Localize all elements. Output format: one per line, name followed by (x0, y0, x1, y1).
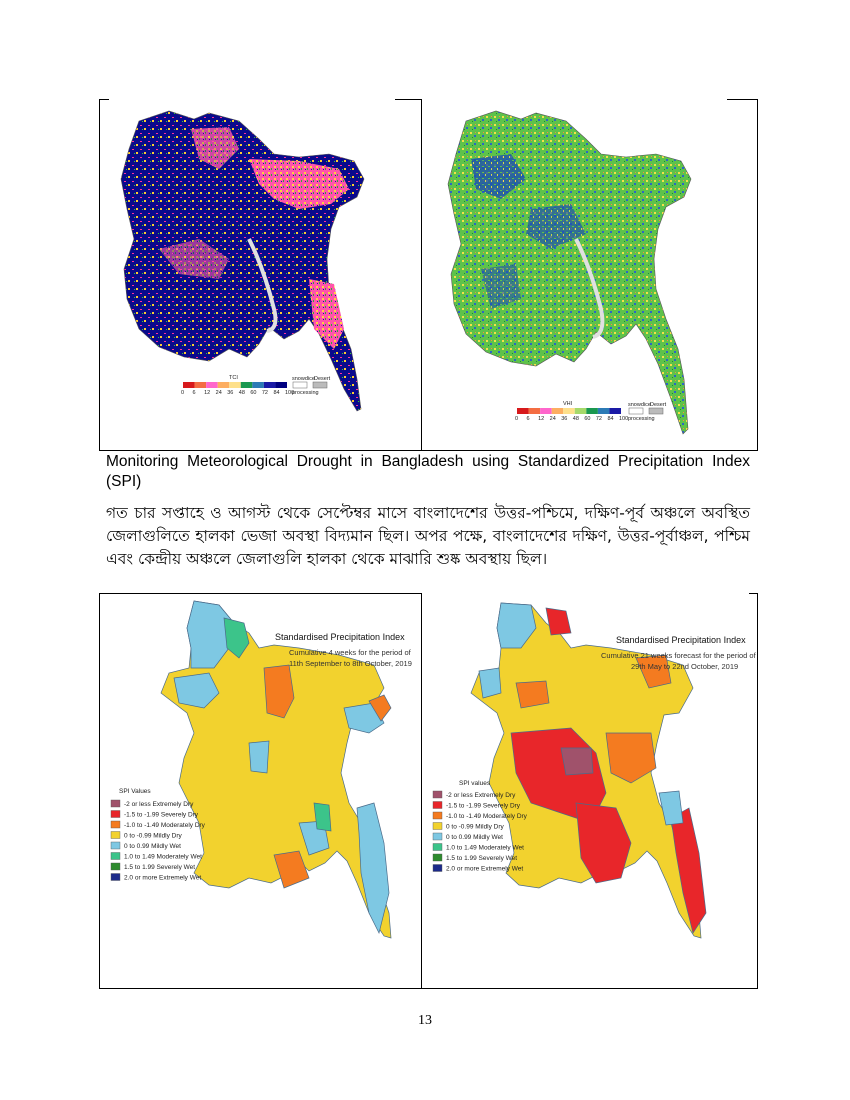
vhi-legend-tick-label: 36 (561, 416, 568, 422)
page-number: 13 (418, 1013, 432, 1028)
tci-legend-color-swatch (206, 382, 218, 388)
vhi-legend-color-swatch (609, 408, 621, 414)
spi-legend-label: 1.5 to 1.99 Severely Wet (446, 855, 518, 862)
spi-right-subtitle-2: 29th May to 22nd October, 2019 (631, 662, 739, 671)
vhi-snow-label: snowdice (628, 402, 651, 408)
spi-left-legend-title: SPI Values (119, 788, 151, 795)
vhi-legend-tick-label: 24 (549, 416, 556, 422)
tci-legend-tick-label: 12 (204, 390, 211, 396)
vhi-legend-color-swatch (552, 408, 564, 414)
spi-legend-swatch (433, 812, 442, 819)
tci-legend-tick-label: 60 (250, 390, 257, 396)
spi-legend-swatch (111, 832, 120, 839)
spi-legend-swatch (111, 853, 120, 860)
spi-legend-label: 1.5 to 1.99 Severely Wet (124, 864, 196, 871)
tci-legend-tick-label: 0 (181, 390, 185, 396)
vhi-legend-tick-label: 6 (526, 416, 530, 422)
spi-legend-swatch (111, 863, 120, 870)
bengali-paragraph: গত চার সপ্তাহে ও আগস্ট থেকে সেপ্টেম্বর মাসে বাংলাদেশের উত্তর-পশ্চিমে, দক্ষিণ-পূর্ব অঞ্চলে অবস্থিত জেলাগুলিতে হালকা ভেজা অবস্থা বিদ্যমান ছিল। অপর পক্ষে, বাংলাদেশের দক্ষিণ, উত্তর-পূর্বাঞ্চল, পশ্চিম এবং কেন্দ্রীয় অঞ্চলে জেলাগুলি হালকা থেকে মাঝারি শুষ্ক অবস্থায় ছিল। (106, 504, 750, 568)
spi-right-subtitle-1: Cumulative 21 weeks forecast for the period of (601, 651, 756, 660)
vhi-legend-title: VHI (563, 401, 573, 407)
figure-caption: Monitoring Meteorological Drought in Bangladesh using Standardized Precipitation Index (SPI) (106, 453, 750, 490)
spi-legend-label: -1.5 to -1.99 Severely Dry (124, 811, 199, 819)
vhi-legend-tick-label: 72 (595, 416, 603, 422)
spi-legend-label: 0 to -0.99 Mildly Dry (124, 832, 182, 840)
spi-legend-swatch (433, 833, 442, 840)
spi-legend-label: -2 or less Extremely Dry (124, 801, 194, 808)
spi-legend-label: 0 to -0.99 Mildly Dry (446, 823, 504, 831)
spi-map-4-weeks (99, 593, 421, 989)
spi-legend-swatch (111, 821, 120, 828)
tci-legend-color-swatch (218, 382, 230, 388)
tci-legend-color-swatch (229, 382, 241, 388)
vhi-map (421, 99, 758, 451)
spi-left-legend (111, 788, 206, 882)
spi-left-title-block (275, 632, 412, 668)
tci-legend-color-swatch (183, 382, 195, 388)
vhi-legend-tick-label: 100 (619, 416, 629, 422)
vhi-legend-tick-label: 48 (572, 416, 579, 422)
spi-map-21-weeks (421, 593, 758, 989)
vhi-legend (515, 408, 628, 422)
spi-legend-label: 0 to 0.99 Mildly Wet (124, 843, 181, 850)
vhi-legend-tick-label: 60 (584, 416, 591, 422)
vhi-legend-tick-label: 12 (538, 416, 545, 422)
vhi-country-shape (448, 111, 691, 434)
spi-right-title: Standardised Precipitation Index (616, 635, 746, 645)
spi-legend-label: -1.5 to -1.99 Severely Dry (446, 802, 521, 810)
tci-legend-tick-label: 48 (238, 390, 245, 396)
tci-desert-label: Desert (314, 376, 331, 382)
spi-legend-swatch (111, 800, 120, 807)
tci-legend (181, 382, 294, 396)
vhi-legend-color-swatch (563, 408, 575, 414)
spi-legend-swatch (433, 854, 442, 861)
tci-legend-color-swatch (241, 382, 253, 388)
tci-legend-color-swatch (195, 382, 207, 388)
vhi-snow-box (628, 402, 667, 422)
spi-legend-label: 2.0 or more Extremely Wet (124, 874, 202, 882)
vhi-legend-color-swatch (598, 408, 610, 414)
vhi-legend-color-swatch (529, 408, 541, 414)
spi-left-subtitle-1: Cumulative 4 weeks for the period of (289, 648, 411, 657)
tci-legend-tick-label: 84 (273, 390, 280, 396)
vhi-legend-color-swatch (540, 408, 552, 414)
tci-snow-box (292, 376, 331, 396)
vhi-legend-color-swatch (586, 408, 598, 414)
spi-legend-label: -2 or less Extremely Dry (446, 792, 516, 799)
spi-legend-swatch (433, 791, 442, 798)
spi-legend-swatch (433, 865, 442, 872)
vhi-legend-tick-label: 84 (607, 416, 614, 422)
tci-country-shape (121, 111, 364, 411)
tci-legend-color-swatch (275, 382, 287, 388)
tci-snow-label: snowdice (292, 376, 315, 382)
tci-processing-label: processing (292, 390, 319, 396)
spi-legend-swatch (111, 874, 120, 881)
vhi-processing-label: processing (628, 416, 655, 422)
tci-legend-color-swatch (252, 382, 264, 388)
vhi-legend-color-swatch (575, 408, 587, 414)
tci-legend-color-swatch (264, 382, 276, 388)
spi-legend-swatch (111, 811, 120, 818)
tci-legend-title: TCI (229, 375, 238, 381)
tci-legend-tick-label: 72 (261, 390, 269, 396)
spi-legend-label: -1.0 to -1.49 Moderately Dry (446, 813, 527, 820)
spi-legend-label: 1.0 to 1.49 Moderately Wet (446, 844, 524, 852)
spi-legend-swatch (111, 842, 120, 849)
vhi-legend-color-swatch (517, 408, 529, 414)
spi-left-title: Standardised Precipitation Index (275, 632, 405, 642)
spi-left-subtitle-2: 11th September to 8th October, 2019 (289, 659, 412, 668)
spi-figure (99, 593, 758, 989)
spi-legend-label: 0 to 0.99 Mildly Wet (446, 834, 503, 841)
top-figure (99, 99, 758, 451)
spi-right-legend-title: SPI values (459, 780, 491, 787)
spi-legend-label: 1.0 to 1.49 Moderately Wet (124, 853, 202, 861)
spi-legend-label: -1.0 to -1.49 Moderately Dry (124, 822, 205, 829)
vhi-desert-label: Desert (650, 402, 667, 408)
spi-legend-swatch (433, 844, 442, 851)
tci-legend-tick-label: 36 (227, 390, 234, 396)
vhi-legend-tick-label: 0 (515, 416, 519, 422)
spi-legend-swatch (433, 802, 442, 809)
tci-map (99, 99, 421, 451)
spi-legend-swatch (433, 823, 442, 830)
tci-legend-tick-label: 6 (192, 390, 196, 396)
tci-legend-tick-label: 24 (215, 390, 222, 396)
tci-legend-tick-label: 100 (285, 390, 295, 396)
spi-legend-label: 2.0 or more Extremely Wet (446, 865, 524, 873)
